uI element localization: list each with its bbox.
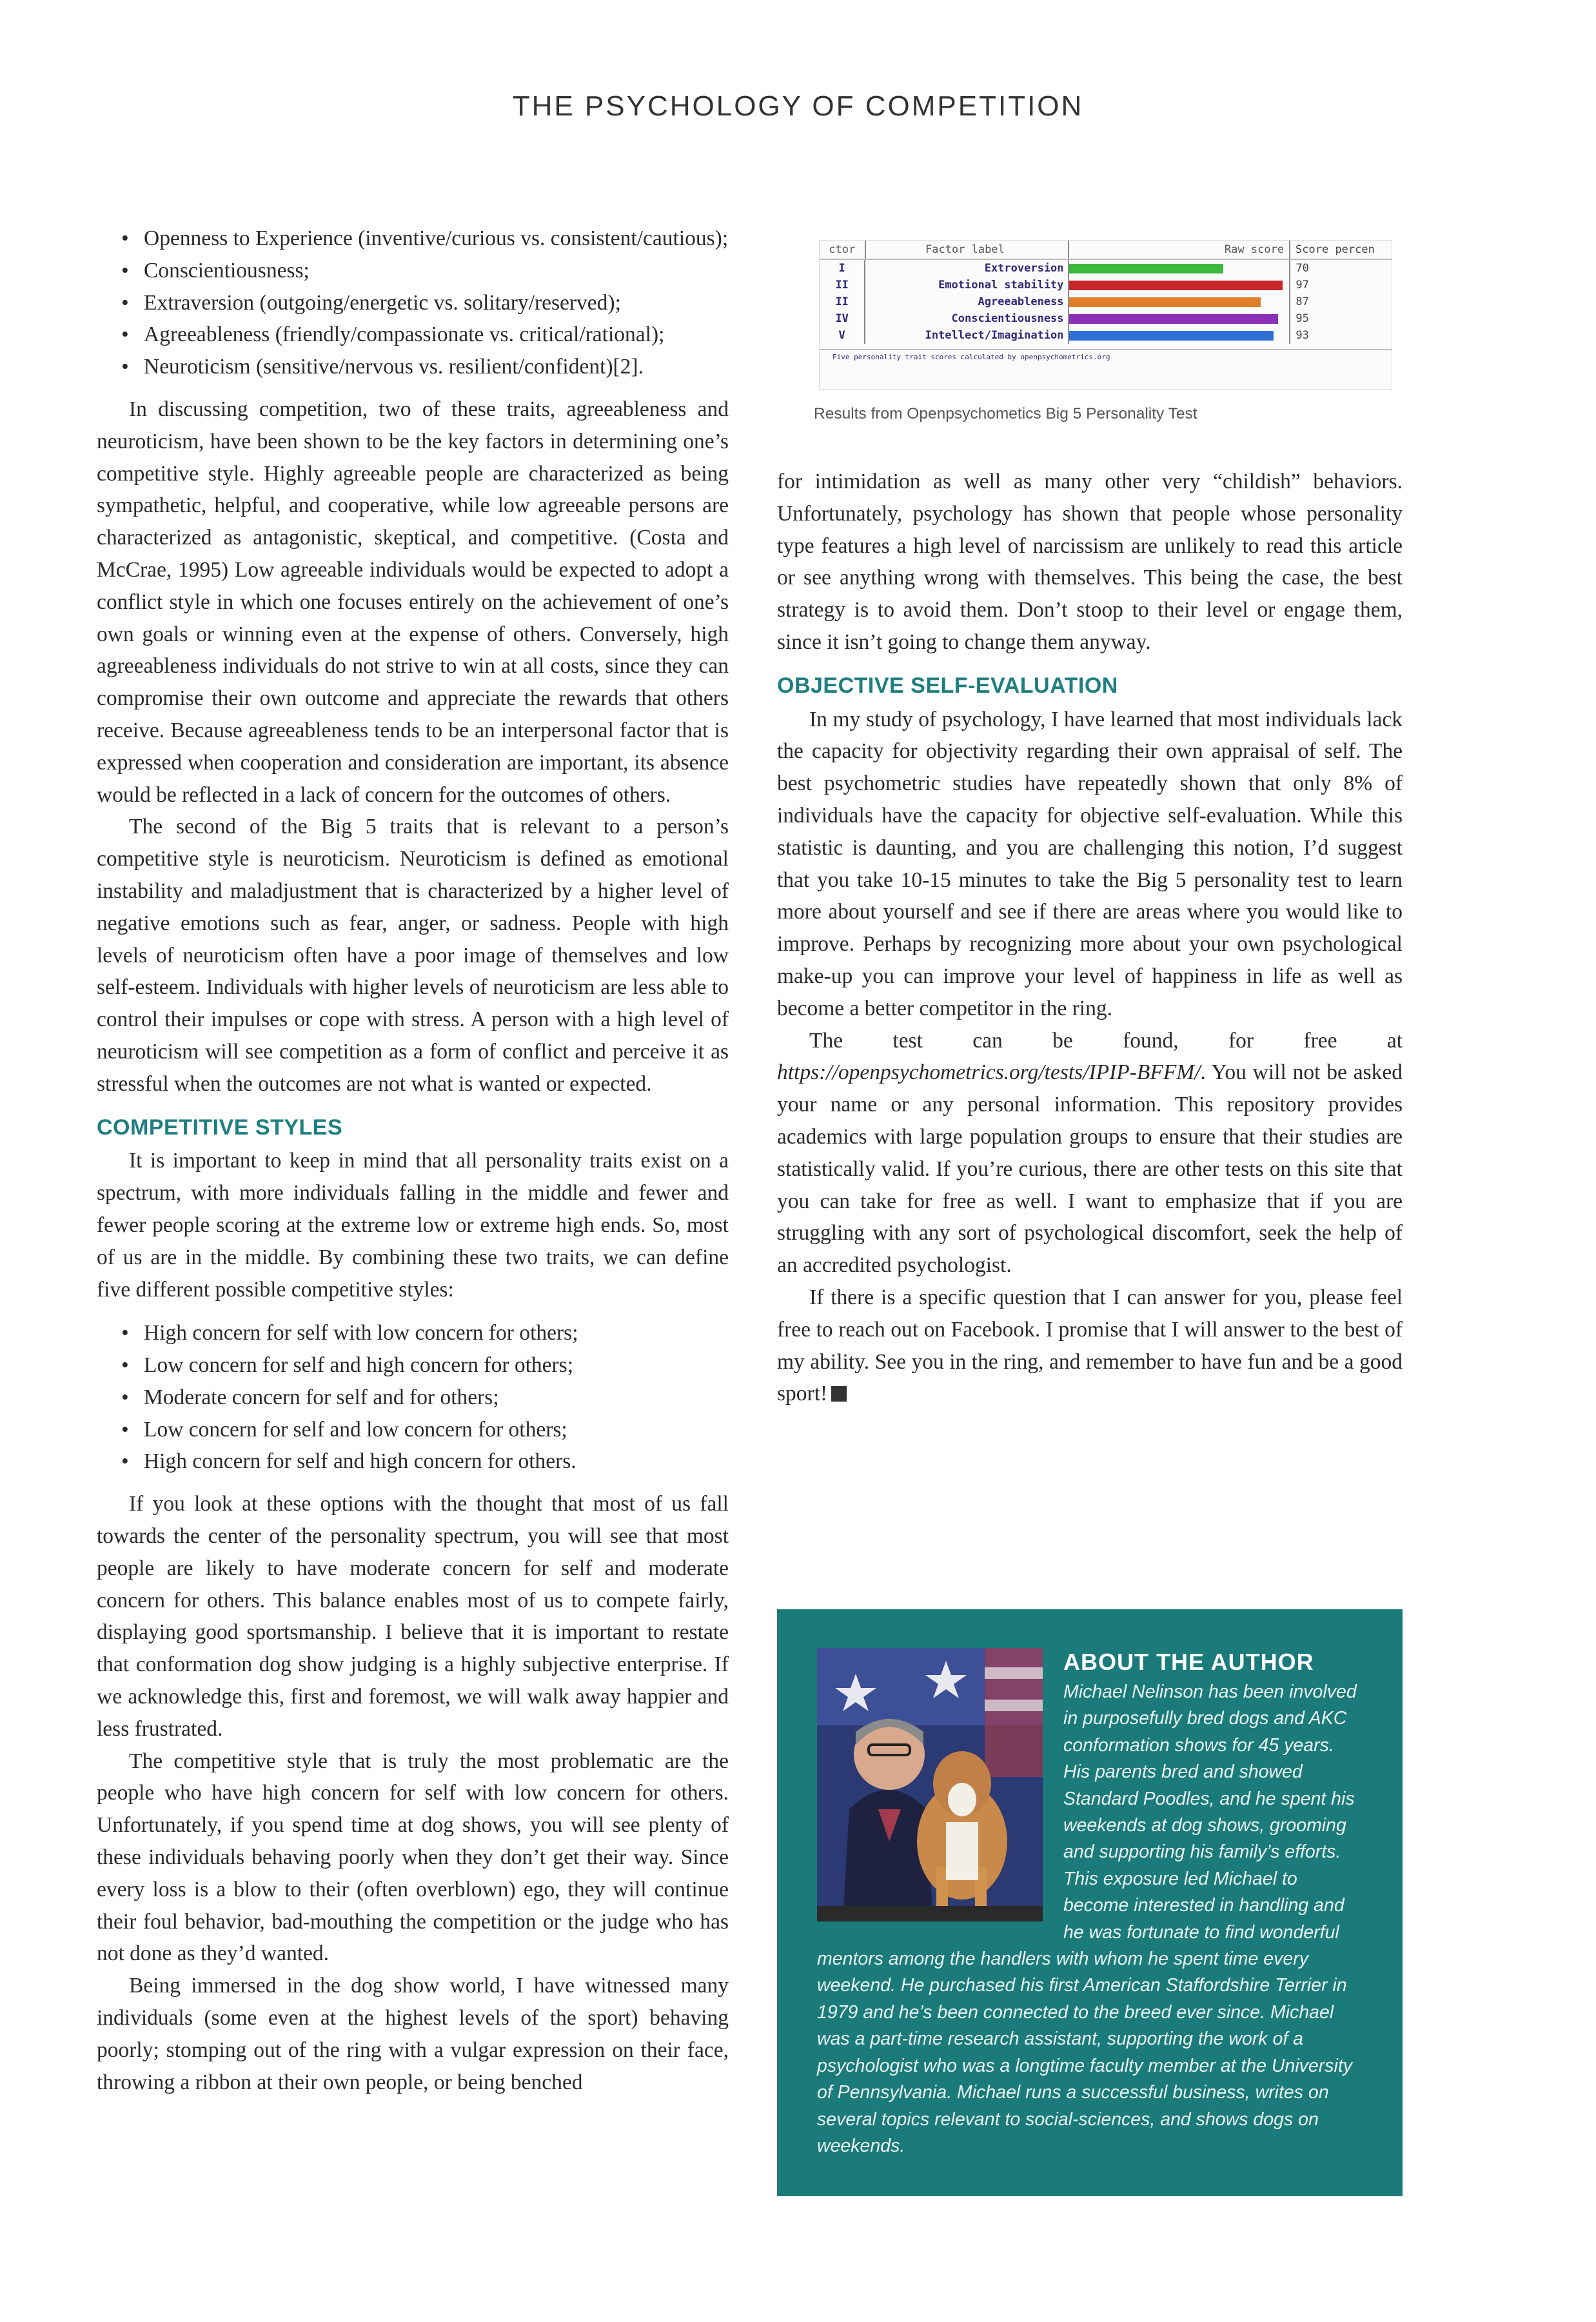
score-value: 70 — [1296, 262, 1309, 275]
factor-num: V — [820, 327, 865, 344]
paragraph: It is important to keep in mind that all personality traits exist on a spectrum, with more individuals falling in the middle and fewer and fewer people scoring at the extreme low or extreme high ends. So, most of us are in the middle. By combining these two traits, we can define five different possible competitive styles: — [97, 1149, 729, 1302]
raw-score-header: Raw score — [1069, 241, 1290, 259]
paragraph: for intimidation as well as many other very “childish” behaviors. Unfortunately, psychology has shown that people whose personality type features a high level of narcissism are unlikely to read this article or see anything wrong with themselves. This being the case, the best strategy is to avoid them. Don’t stoop to their level or engage them, since it isn’t going to change them anyway. — [777, 470, 1403, 654]
factor-num: II — [820, 293, 865, 310]
figure-footnote: Five personality trait scores calculated by openpsychometrics.org — [820, 349, 1392, 361]
figure-row — [820, 327, 1392, 344]
paragraph — [777, 1025, 1403, 1282]
figure-rows — [820, 260, 1392, 344]
factor-num: I — [820, 260, 865, 277]
figure-row — [820, 293, 1392, 310]
score-value: 93 — [1296, 329, 1309, 342]
factor-label: Agreeableness — [865, 293, 1069, 310]
author-photo — [817, 1648, 1043, 1921]
list-item: • Agreeableness (friendly/compassionate vs. critical/rational); — [144, 319, 729, 351]
traits-list — [97, 223, 729, 383]
test-url-link[interactable]: https://openpsychometrics.org/tests/IPIP-BFFM/ — [777, 1060, 1201, 1085]
paragraph: The second of the Big 5 traits that is relevant to a person’s competitive style is neuroticism. Neuroticism is defined as emotional instability and maladjustment that is characterized by a higher level of negative emotions such as fear, anger, or sadness. People with high levels of neuroticism often have a poor image of themselves and low self-esteem. Individuals with higher levels of neuroticism are less able to control their impulses or cope with stress. A person with a high level of neuroticism will see competition as a form of conflict and perceive it as stressful when the outcomes are not what is wanted or expected. — [97, 815, 729, 1096]
score-bar — [1069, 281, 1283, 290]
styles-list — [97, 1317, 729, 1478]
score-value: 95 — [1296, 312, 1309, 325]
percent-header: Score percen — [1296, 243, 1375, 256]
list-item: • Extraversion (outgoing/energetic vs. solitary/reserved); — [144, 287, 729, 319]
end-mark-icon — [831, 1386, 847, 1402]
paragraph-text: If there is a specific question that I can answer for you, please feel free to reach out on Facebook. I promise that I will answer to the best of my ability. See you in the ring, and remember to have fun and be a good sport! — [777, 1285, 1403, 1406]
factor-label: Intellect/Imagination — [865, 327, 1069, 344]
figure-row — [820, 310, 1392, 327]
paragraph: If you look at these options with the thought that most of us fall towards the center of the personality spectrum, you will see that most people are likely to have moderate concern for self and moderate concern for others. This balance enables most of us to compete fairly, displaying good sportsmanship. I believe that it is important to restate that conformation dog show judging is a highly subjective enterprise. If we acknowledge this, first and foremost, we will walk away happier and less frustrated. — [97, 1492, 729, 1741]
factor-label: Emotional stability — [865, 277, 1069, 293]
section-heading: OBJECTIVE SELF-EVALUATION — [777, 673, 1118, 698]
label-header: Factor label — [866, 241, 1070, 259]
score-bar — [1069, 331, 1274, 341]
paragraph-text: The test can be found, for free at — [809, 1028, 1403, 1053]
list-item: • Moderate concern for self and for others; — [144, 1382, 729, 1414]
paragraph: The competitive style that is truly the most problematic are the people who have high concern for self with low concern for others. Unfortunately, if you spend time at dog shows, you will see plenty of these individuals behaving poorly when they don’t get their way. Since every loss is a blow to their (often overblown) ego, they will continue their foul behavior, bad-mouthing the competition or the judge who has not done as they’d wanted. — [97, 1749, 729, 1966]
about-author-box — [777, 1609, 1403, 2196]
factor-header: ctor — [820, 241, 866, 259]
left-column — [97, 223, 729, 2098]
factor-num: IV — [820, 310, 865, 327]
figure-row — [820, 277, 1392, 293]
score-value: 97 — [1296, 279, 1309, 292]
author-with-dog-image — [817, 1648, 1043, 1921]
score-bar — [1069, 314, 1279, 324]
score-bar — [1069, 297, 1261, 307]
factor-num: II — [820, 277, 865, 293]
paragraph-text: . You will not be asked your name or any personal information. This repository provides academics with large population groups to ensure that their studies are statistically valid. If you’re curious, there are other tests on this site that you can take for free as well. I want to emphasize that if you are struggling with any sort of psychological discomfort, seek the help of an accredited psychologist. — [777, 1060, 1403, 1278]
list-item: • Low concern for self and high concern for others; — [144, 1349, 729, 1382]
list-item: • Neuroticism (sensitive/nervous vs. resilient/confident)[2]. — [144, 351, 729, 383]
list-item: • Openness to Experience (inventive/curious vs. consistent/cautious); — [144, 223, 729, 255]
figure-row — [820, 260, 1392, 277]
author-heading: ABOUT THE AUTHOR — [1063, 1649, 1314, 1675]
author-bio: Michael Nelinson has been involved in purposefully bred dogs and AKC conformation shows for 45 years. His parents bred and showed Standard Poodles, and he spent his weekends at dog shows, grooming and supporting his family’s efforts. This exposure led Michael to become interested in handling and he was fortunate to find wonderful mentors among the handlers with whom he spent time every weekend. He purchased his first American Staffordshire Terrier in 1979 and he’s been connected to the breed ever since. Michael was a part-time research assistant, supporting the work of a psychologist who was a longtime faculty member at the University of Pennsylvania. Michael runs a successful business, writes on several topics relevant to social-sciences, and shows dogs on weekends. — [817, 1682, 1357, 2156]
score-value: 87 — [1296, 295, 1309, 308]
personality-test-figure — [819, 240, 1392, 390]
paragraph: In discussing competition, two of these traits, agreeableness and neuroticism, have been shown to be the key factors in determining one’s competitive style. Highly agreeable people are characterized as being sympathetic, helpful, and cooperative, while low agreeable persons are characterized as antagonistic, skeptical, and competitive. (Costa and McCrae, 1995) Low agreeable individuals would be expected to adopt a conflict style in which one focuses entirely on the achievement of one’s own goals or winning even at the expense of others. Conversely, high agreeableness individuals do not strive to win at all costs, since they can compromise their own outcome and appreciate the rewards that others receive. Because agreeableness tends to be an interpersonal factor that is expressed when cooperation and consideration are important, its absence would be reflected in a lack of concern for the outcomes of others. — [97, 397, 729, 807]
paragraph: Being immersed in the dog show world, I have witnessed many individuals (some even at the highest levels of the sport) behaving poorly; stomping out of the ring with a vulgar expression on their face, throwing a ribbon at their own people, or being benched — [97, 1974, 729, 2094]
list-item: • Low concern for self and low concern for others; — [144, 1414, 729, 1446]
running-head: THE PSYCHOLOGY OF COMPETITION — [512, 90, 1084, 122]
paragraph — [777, 1282, 1403, 1410]
paragraph: In my study of psychology, I have learned that most individuals lack the capacity for objectivity regarding their own appraisal of self. The best psychometric studies have repeatedly shown that only 8% of individuals have the capacity for objective self-evaluation. While this statistic is daunting, and you are challenging this notion, I’d suggest that you take 10-15 minutes to take the Big 5 personality test to learn more about yourself and see if there are areas where you would like to improve. Perhaps by recognizing more about your own psychological make-up you can improve your level of happiness in life as well as become a better competitor in the ring. — [777, 707, 1403, 1020]
section-heading: COMPETITIVE STYLES — [97, 1115, 343, 1140]
factor-label: Extroversion — [865, 260, 1069, 277]
list-item: • Conscientiousness; — [144, 255, 729, 287]
right-column — [777, 466, 1403, 1410]
figure-header — [820, 241, 1392, 260]
score-bar — [1069, 264, 1223, 273]
list-item: • High concern for self with low concern for others; — [144, 1317, 729, 1349]
figure-caption: Results from Openpsychometics Big 5 Personality Test — [814, 405, 1197, 422]
list-item: • High concern for self and high concern for others. — [144, 1445, 729, 1478]
factor-label: Conscientiousness — [865, 310, 1069, 327]
